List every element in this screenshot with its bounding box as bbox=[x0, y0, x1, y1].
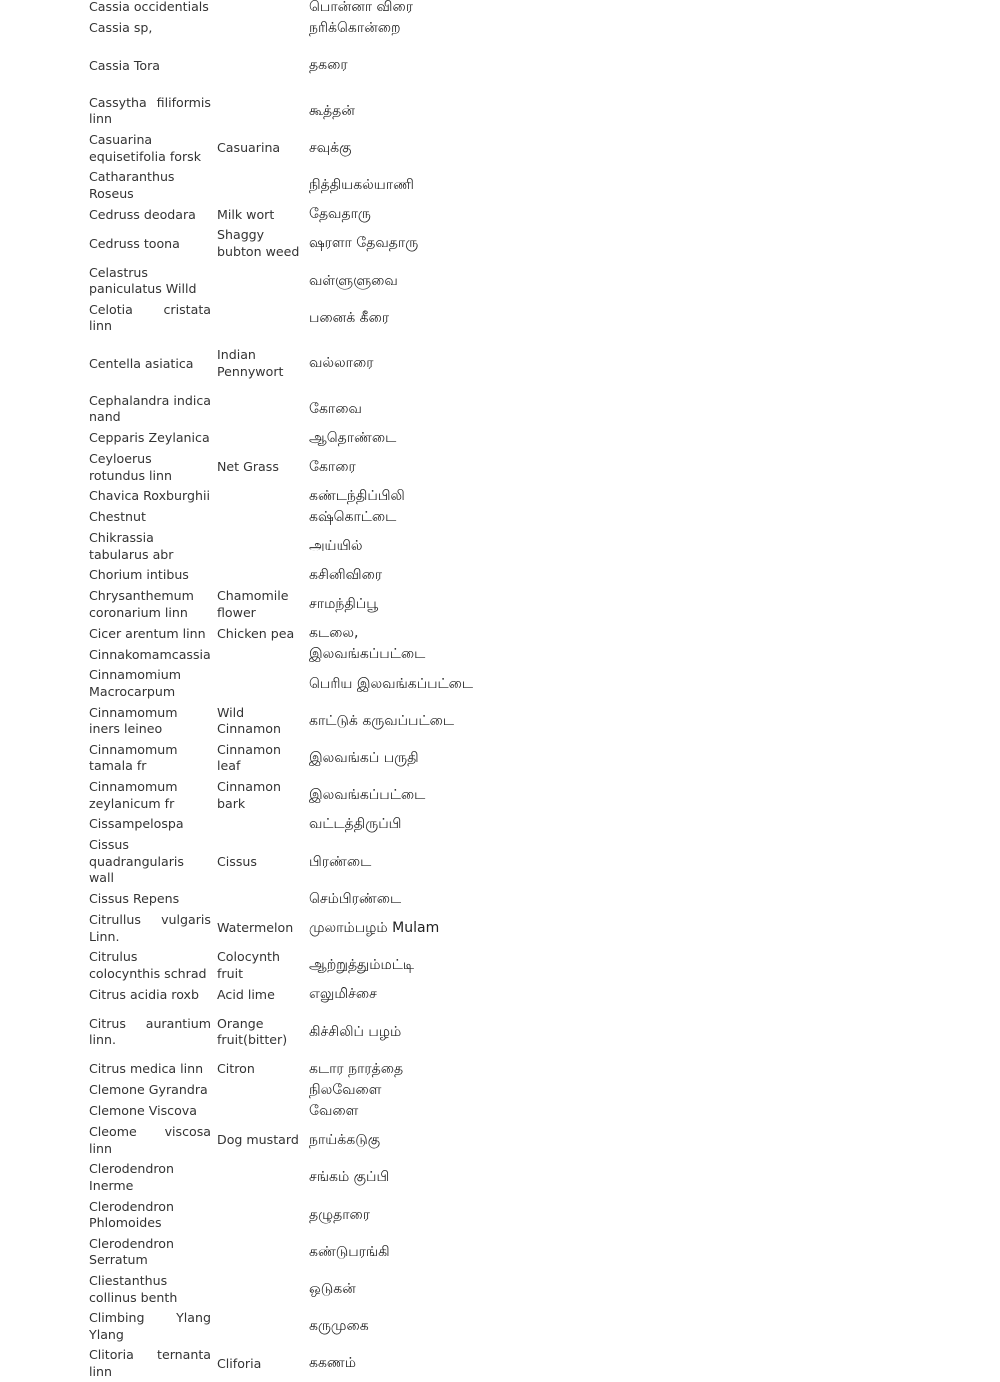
botanical-name-cell: Citrulus colocynthis schrad bbox=[89, 949, 207, 981]
table-row bbox=[86, 1122, 612, 1159]
tamil-name-cell: வேளை bbox=[309, 1103, 359, 1120]
botanical-name-cell: Clitoria ternanta linn bbox=[89, 1347, 211, 1379]
botanical-name-cell: Clerodendron Phlomoides bbox=[89, 1198, 174, 1231]
tamil-name-cell: முலாம்பழம் Mulam bbox=[309, 920, 440, 937]
botanical-name-cell: Cepparis Zeylanica bbox=[89, 430, 210, 446]
table-row bbox=[86, 1101, 612, 1122]
botanical-name-cell: Clemone Gyrandra bbox=[89, 1082, 208, 1098]
english-name-cell bbox=[214, 428, 306, 449]
botanical-name-cell: Cassia Tora bbox=[89, 57, 161, 73]
table-row bbox=[86, 428, 612, 449]
botanical-name-cell: Cedruss toona bbox=[89, 235, 180, 251]
tamil-name-cell: ஷரளா தேவதாரு bbox=[309, 235, 419, 252]
english-name-cell: Colocynth fruit bbox=[217, 949, 280, 981]
tamil-name-cell: கடலை, bbox=[309, 625, 359, 642]
botanical-name-cell: Clemone Viscova bbox=[89, 1103, 197, 1119]
table-row bbox=[86, 449, 612, 486]
table-row bbox=[86, 1234, 612, 1271]
table-row bbox=[86, 835, 612, 889]
table-row bbox=[86, 889, 612, 910]
english-name-cell bbox=[214, 507, 306, 528]
tamil-name-cell: கருமுகை bbox=[309, 1318, 369, 1335]
table-row bbox=[86, 391, 612, 428]
tamil-name-cell: ஆற்றுத்தும்மட்டி bbox=[309, 957, 415, 974]
english-name-cell: Cinnamon bark bbox=[217, 779, 281, 811]
tamil-name-cell: கிச்சிலிப் பழம் bbox=[309, 1023, 402, 1040]
tamil-name-cell: இலவங்கப்பட்டை bbox=[309, 787, 426, 804]
tamil-name-cell: ககணம் bbox=[309, 1355, 356, 1372]
botanical-name-cell: Cinnamomium Macrocarpum bbox=[89, 667, 181, 700]
tamil-name-cell: சவுக்கு bbox=[309, 140, 352, 157]
table-row bbox=[86, 1080, 612, 1101]
tamil-name-cell: கண்டுபரங்கி bbox=[309, 1243, 390, 1260]
tamil-name-cell: ஒடுகன் bbox=[309, 1281, 356, 1298]
botanical-name-cell: Chrysanthemum coronarium linn bbox=[89, 588, 194, 620]
botanical-name-cell: Cinnamomum tamala fr bbox=[89, 741, 178, 774]
table-row bbox=[86, 18, 612, 39]
botanical-name-cell: Cinnakomamcassia bbox=[89, 646, 211, 662]
table-row bbox=[86, 1005, 612, 1059]
table-row bbox=[86, 984, 612, 1005]
english-name-cell bbox=[214, 300, 306, 337]
botanical-name-cell: Cephalandra indica nand bbox=[89, 392, 211, 425]
english-name-cell bbox=[214, 528, 306, 565]
tamil-name-cell: இலவங்கப் பருதி bbox=[309, 749, 419, 766]
botanical-name-cell: Citrus medica linn bbox=[89, 1061, 204, 1077]
table-row bbox=[86, 93, 612, 130]
english-name-cell bbox=[214, 665, 306, 702]
english-name-cell: Citron bbox=[217, 1061, 255, 1077]
tamil-name-cell: நித்தியகல்யாணி bbox=[309, 177, 414, 194]
english-name-cell: Casuarina bbox=[217, 140, 281, 156]
english-name-cell: Orange fruit(bitter) bbox=[217, 1015, 288, 1048]
table-row bbox=[86, 586, 612, 623]
table-row bbox=[86, 814, 612, 835]
table-row bbox=[86, 1271, 612, 1308]
botanical-name-cell: Cassia sp, bbox=[89, 20, 153, 36]
table-row bbox=[86, 1159, 612, 1196]
english-name-cell: Chicken pea bbox=[217, 625, 295, 641]
english-name-cell bbox=[214, 263, 306, 300]
english-name-cell bbox=[214, 1080, 306, 1101]
english-name-cell bbox=[214, 1159, 306, 1196]
english-name-cell: Net Grass bbox=[217, 459, 279, 475]
botanical-name-cell: Ceyloerus rotundus linn bbox=[89, 450, 173, 483]
english-name-cell bbox=[214, 1271, 306, 1308]
english-name-cell bbox=[214, 1308, 306, 1345]
english-name-cell bbox=[214, 814, 306, 835]
table-row bbox=[86, 528, 612, 565]
tamil-name-cell: வல்லாரை bbox=[309, 355, 374, 372]
english-name-cell bbox=[214, 565, 306, 586]
tamil-name-cell: தகரை bbox=[309, 57, 348, 74]
table-row bbox=[86, 0, 612, 18]
tamil-name-cell: சங்கம் குப்பி bbox=[309, 1169, 390, 1186]
tamil-name-cell: கஷ்கொட்டை bbox=[309, 509, 397, 526]
tamil-name-cell: அய்யில் bbox=[309, 538, 363, 555]
tamil-name-cell: கோவை bbox=[309, 400, 362, 417]
english-name-cell: Chamomile flower bbox=[217, 588, 289, 620]
botanical-name-cell: Chikrassia tabularus abr bbox=[89, 530, 174, 562]
table-row bbox=[86, 623, 612, 644]
tamil-name-cell: வட்டத்திருப்பி bbox=[309, 816, 402, 833]
botanical-name-cell: Cissus Repens bbox=[89, 891, 180, 907]
table-row bbox=[86, 1308, 612, 1345]
english-name-cell: Milk wort bbox=[217, 206, 275, 222]
english-name-cell bbox=[214, 39, 306, 93]
english-name-cell: Watermelon bbox=[217, 920, 294, 936]
english-name-cell: Dog mustard bbox=[217, 1132, 299, 1148]
tamil-name-cell: கசினிவிரை bbox=[309, 567, 383, 584]
botanical-name-cell: Celastrus paniculatus Willd bbox=[89, 264, 197, 297]
english-name-cell bbox=[214, 1197, 306, 1234]
tamil-name-cell: கண்டந்திப்பிலி bbox=[309, 488, 405, 505]
english-name-cell bbox=[214, 391, 306, 428]
botanical-name-cell: Citrullus vulgaris Linn. bbox=[89, 912, 211, 944]
tamil-name-cell: பெரிய இலவங்கப்பட்டை bbox=[309, 675, 474, 692]
tamil-name-cell: எலுமிச்சை bbox=[309, 986, 377, 1003]
english-name-cell bbox=[214, 167, 306, 204]
english-name-cell bbox=[214, 0, 306, 18]
botanical-name-cell: Cleome viscosa linn bbox=[89, 1124, 211, 1156]
table-row bbox=[86, 1197, 612, 1234]
botanical-name-cell: Clerodendron Inerme bbox=[89, 1161, 174, 1193]
table-row bbox=[86, 644, 612, 665]
table-row bbox=[86, 507, 612, 528]
english-name-cell bbox=[214, 1234, 306, 1271]
table-row bbox=[86, 947, 612, 984]
english-name-cell: Indian Pennywort bbox=[217, 347, 284, 379]
botanical-name-cell: Cissus quadrangularis wall bbox=[89, 837, 184, 886]
botanical-name-cell: Chavica Roxburghii bbox=[89, 488, 210, 504]
table-row bbox=[86, 777, 612, 814]
table-row bbox=[86, 703, 612, 740]
table-row bbox=[86, 1059, 612, 1080]
table-row bbox=[86, 486, 612, 507]
tamil-name-cell: பனைக் கீரை bbox=[309, 309, 390, 326]
botanical-name-cell: Chestnut bbox=[89, 509, 146, 525]
tamil-name-cell: பிரண்டை bbox=[309, 853, 372, 870]
table-row bbox=[86, 565, 612, 586]
english-name-cell: Cinnamon leaf bbox=[217, 741, 281, 774]
english-name-cell bbox=[214, 93, 306, 130]
botanical-name-cell: Celotia cristata linn bbox=[89, 301, 211, 334]
plant-names-table bbox=[86, 0, 612, 1382]
tamil-name-cell: நிலவேளை bbox=[309, 1082, 382, 1099]
english-name-cell: Cissus bbox=[217, 853, 257, 869]
tamil-name-cell: ஆதொண்டை bbox=[309, 429, 397, 446]
botanical-name-cell: Cinnamomum iners leineo bbox=[89, 704, 178, 737]
tamil-name-cell: தழுதாரை bbox=[309, 1206, 370, 1223]
botanical-name-cell: Cedruss deodara bbox=[89, 206, 196, 222]
botanical-name-cell: Cicer arentum linn bbox=[89, 625, 206, 641]
plant-rows bbox=[86, 0, 612, 1382]
table-row bbox=[86, 1345, 612, 1382]
table-row bbox=[86, 300, 612, 337]
tamil-name-cell: வள்ளுளுவை bbox=[309, 272, 398, 289]
botanical-name-cell: Catharanthus Roseus bbox=[89, 169, 175, 201]
english-name-cell: Shaggy bubton weed bbox=[217, 227, 300, 259]
botanical-name-cell: Cassytha filiformis linn bbox=[89, 94, 211, 127]
tamil-name-cell: நரிக்கொன்றை bbox=[309, 20, 401, 36]
botanical-name-cell: Centella asiatica bbox=[89, 355, 194, 371]
tamil-name-cell: நாய்க்கடுகு bbox=[309, 1132, 381, 1149]
english-name-cell: Wild Cinnamon bbox=[217, 704, 281, 737]
botanical-name-cell: Climbing Ylang Ylang bbox=[89, 1310, 211, 1342]
tamil-name-cell: தேவதாரு bbox=[309, 206, 371, 223]
table-row bbox=[86, 337, 612, 391]
botanical-name-cell: Chorium intibus bbox=[89, 567, 189, 583]
table-row bbox=[86, 910, 612, 947]
botanical-name-cell: Citrus acidia roxb bbox=[89, 986, 199, 1002]
botanical-name-cell: Cinnamomum zeylanicum fr bbox=[89, 779, 178, 811]
table-row bbox=[86, 225, 612, 262]
botanical-name-cell: Cassia occidentials bbox=[89, 0, 209, 15]
table-row bbox=[86, 740, 612, 777]
tamil-name-cell: பொன்னா விரை bbox=[309, 0, 413, 15]
english-name-cell bbox=[214, 644, 306, 665]
english-name-cell bbox=[214, 1101, 306, 1122]
tamil-name-cell: கோரை bbox=[309, 459, 356, 475]
tamil-name-cell: காட்டுக் கருவப்பட்டை bbox=[309, 712, 455, 729]
english-name-cell bbox=[214, 18, 306, 39]
table-row bbox=[86, 167, 612, 204]
botanical-name-cell: Cliestanthus collinus benth bbox=[89, 1272, 178, 1305]
tamil-name-cell: இலவங்கப்பட்டை bbox=[309, 646, 426, 663]
table-row bbox=[86, 263, 612, 300]
table-row bbox=[86, 130, 612, 167]
botanical-name-cell: Citrus aurantium linn. bbox=[89, 1015, 211, 1048]
english-name-cell: Acid lime bbox=[217, 986, 275, 1002]
botanical-name-cell: Casuarina equisetifolia forsk bbox=[89, 131, 201, 164]
tamil-name-cell: செம்பிரண்டை bbox=[309, 891, 402, 907]
table-row bbox=[86, 665, 612, 702]
tamil-name-cell: கடார நாரத்தை bbox=[309, 1061, 404, 1078]
tamil-name-cell: கூத்தன் bbox=[309, 102, 355, 119]
botanical-name-cell: Clerodendron Serratum bbox=[89, 1235, 174, 1268]
table-row bbox=[86, 39, 612, 93]
english-name-cell bbox=[214, 889, 306, 910]
english-name-cell: Cliforia bbox=[217, 1355, 262, 1371]
tamil-name-cell: சாமந்திப்பூ bbox=[309, 596, 379, 613]
table-row bbox=[86, 204, 612, 225]
botanical-name-cell: Cissampelospa bbox=[89, 816, 184, 832]
english-name-cell bbox=[214, 486, 306, 507]
